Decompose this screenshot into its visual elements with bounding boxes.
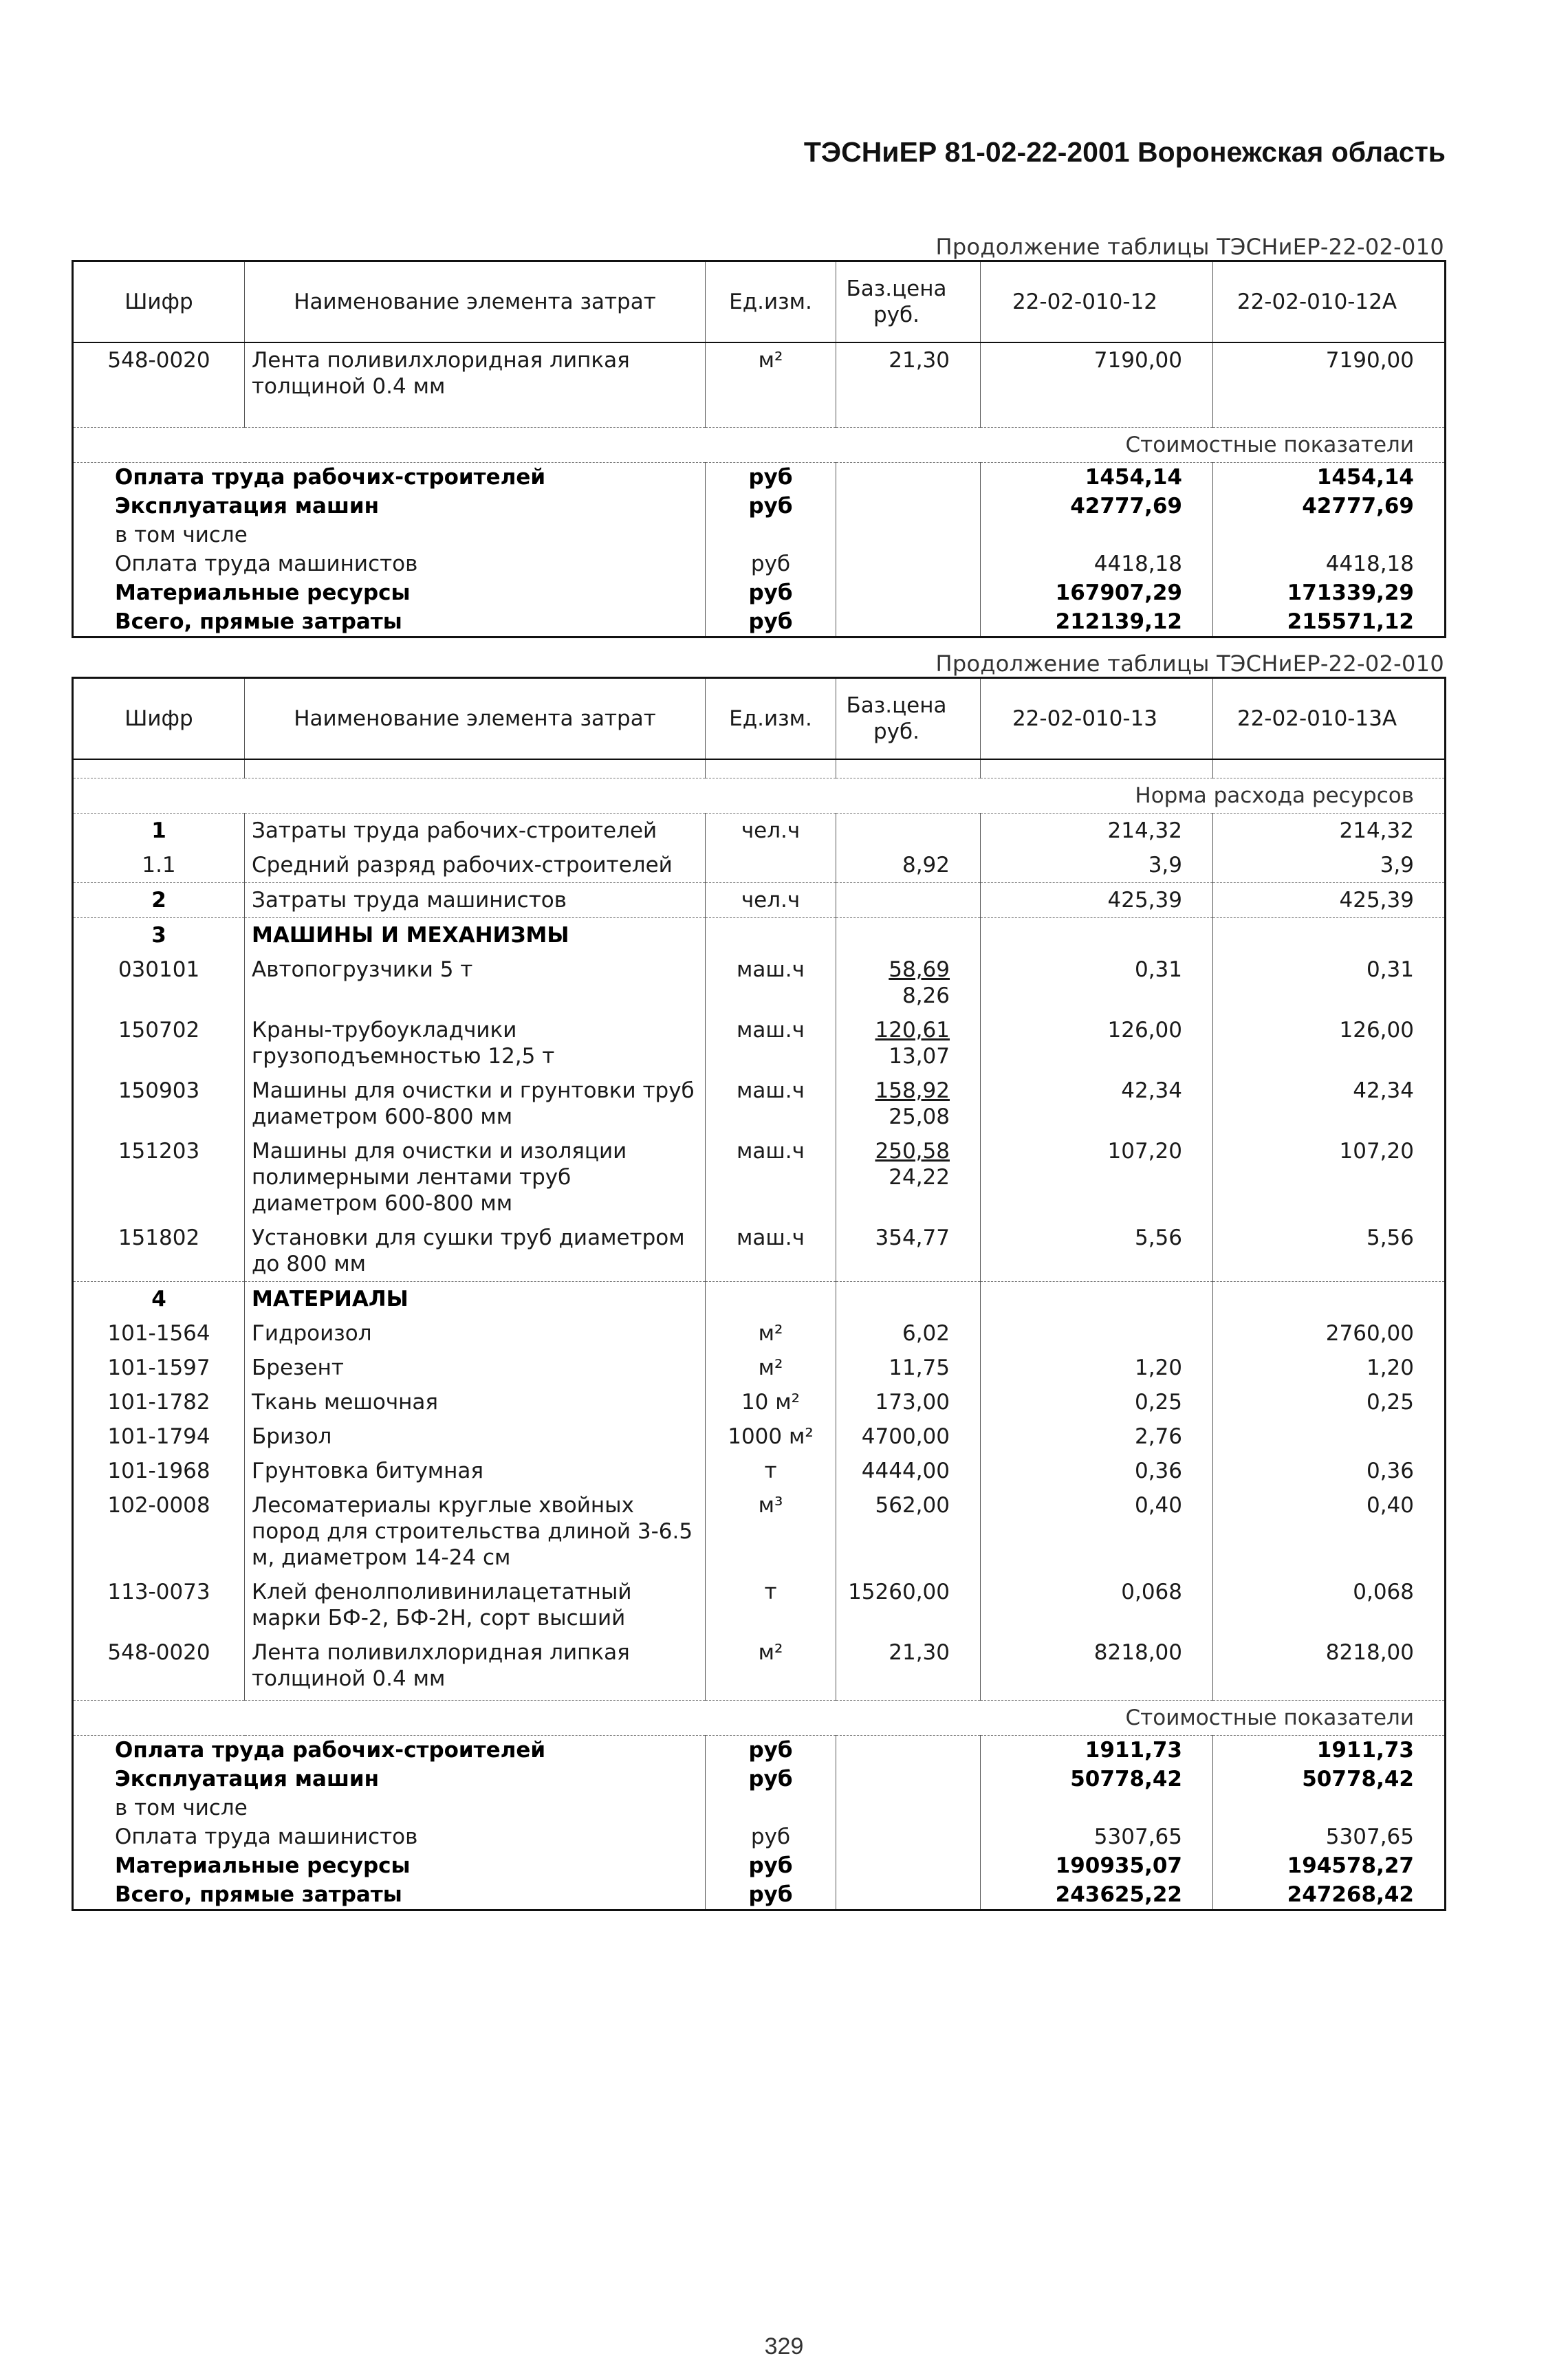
spacer-cell [245,759,706,778]
row-price [836,1419,981,1454]
summary-empty [836,1880,981,1910]
summary-unit: руб [706,1851,836,1880]
column-header: Баз.цена руб. [836,678,981,760]
row-unit: м² [706,1316,836,1351]
spacer-row [73,404,1446,428]
row-price [836,1488,981,1575]
summary-row [73,521,1446,549]
row-unit: маш.ч [706,1013,836,1073]
row-code: 101-1782 [73,1385,245,1419]
row-name: Машины для очистки и изоляции полимерными лентами труб диаметром 600-800 мм [245,1134,706,1221]
row-unit: м² [706,342,836,404]
row-unit: т [706,1575,836,1635]
summary-row [73,1794,1446,1822]
row-unit [706,918,836,953]
summary-value-1: 42777,69 [981,492,1213,521]
summary-empty [836,549,981,578]
row-unit: чел.ч [706,883,836,918]
row-code: 150702 [73,1013,245,1073]
table-row [73,1221,1446,1282]
row-code: 2 [73,883,245,918]
summary-value-2: 247268,42 [1213,1880,1446,1910]
row-value-1: 0,40 [981,1488,1213,1575]
summary-row [73,1851,1446,1880]
spacer-cell [1213,759,1446,778]
summary-value-2: 215571,12 [1213,607,1446,637]
summary-label: Всего, прямые затраты [115,609,402,634]
row-price [836,1073,981,1134]
summary-empty [836,578,981,607]
summary-unit: руб [706,1765,836,1794]
machinist-price-value: 24,22 [889,1165,950,1190]
summary-label: Эксплуатация машин [115,494,380,519]
column-header: Наименование элемента затрат [245,678,706,760]
row-code: 548-0020 [73,342,245,404]
section-band-label: Стоимостные показатели [73,428,1446,463]
section-band [73,1701,1446,1736]
summary-value-2: 171339,29 [1213,578,1446,607]
spacer-cell [981,759,1213,778]
row-value-2 [1213,918,1446,953]
row-name: Средний разряд рабочих-строителей [245,848,706,883]
row-code: 101-1597 [73,1351,245,1385]
table-row [73,1073,1446,1134]
row-price [836,1575,981,1635]
spacer-cell [706,404,836,428]
row-name: Краны-трубоукладчики грузоподъемностью 12,5 т [245,1013,706,1073]
table-row [73,1013,1446,1073]
row-value-1: 7190,00 [981,342,1213,404]
row-name: Грунтовка битумная [245,1454,706,1488]
row-unit: 10 м² [706,1385,836,1419]
price-value: 250,58 [875,1139,950,1164]
row-value-2: 8218,00 [1213,1635,1446,1696]
row-price [836,1635,981,1696]
row-value-1: 0,25 [981,1385,1213,1419]
page-number: 329 [764,2333,804,2359]
summary-label: в том числе [115,523,248,547]
row-value-1: 42,34 [981,1073,1213,1134]
row-value-2: 425,39 [1213,883,1446,918]
row-unit: маш.ч [706,952,836,1013]
summary-value-1: 212139,12 [981,607,1213,637]
price-value: 562,00 [875,1493,950,1518]
table-row [73,1385,1446,1419]
summary-value-2: 1454,14 [1213,463,1446,492]
machinist-price-value: 25,08 [889,1104,950,1129]
price-value: 15260,00 [848,1580,950,1604]
row-value-2: 0,25 [1213,1385,1446,1419]
row-name: Лесоматериалы круглые хвойных пород для строительства длиной 3-6.5 м, диаметром 14-24 см [245,1488,706,1575]
summary-unit: руб [706,578,836,607]
row-unit: маш.ч [706,1134,836,1221]
row-unit [706,1282,836,1317]
table-row [73,848,1446,883]
summary-label: Оплата труда рабочих-строителей [115,1738,546,1763]
row-code: 113-0073 [73,1575,245,1635]
summary-value-2: 194578,27 [1213,1851,1446,1880]
row-price [836,1316,981,1351]
table-row [73,1488,1446,1575]
row-name: Ткань мешочная [245,1385,706,1419]
summary-value-1: 1911,73 [981,1736,1213,1765]
summary-value-1: 190935,07 [981,1851,1213,1880]
row-code: 3 [73,918,245,953]
header-row [73,678,1446,760]
row-unit: маш.ч [706,1073,836,1134]
table-row [73,814,1446,849]
price-value: 173,00 [875,1390,950,1415]
summary-value-1: 4418,18 [981,549,1213,578]
table2 [72,677,1446,1911]
summary-row [73,492,1446,521]
column-header: Наименование элемента затрат [245,261,706,343]
price-value: 4444,00 [861,1459,950,1483]
row-value-2: 107,20 [1213,1134,1446,1221]
row-value-2: 5,56 [1213,1221,1446,1282]
price-value: 6,02 [902,1321,950,1346]
table-row [73,918,1446,953]
section-band-label: Стоимостные показатели [73,1701,1446,1736]
summary-row [73,549,1446,578]
summary-empty [836,521,981,549]
summary-empty [836,1765,981,1794]
table-row [73,1316,1446,1351]
summary-value-2: 42777,69 [1213,492,1446,521]
table-row [73,1575,1446,1635]
table1-caption: Продолжение таблицы ТЭСНиЕР-22-02-010 [935,234,1444,260]
summary-unit: руб [706,1736,836,1765]
price-value: 158,92 [875,1078,950,1103]
table-row [73,1351,1446,1385]
summary-value-1: 1454,14 [981,463,1213,492]
row-name: Гидроизол [245,1316,706,1351]
row-value-2: 0,40 [1213,1488,1446,1575]
row-unit: м² [706,1351,836,1385]
row-name: Автопогрузчики 5 т [245,952,706,1013]
row-price [836,918,981,953]
summary-value-1: 50778,42 [981,1765,1213,1794]
row-price [836,342,981,404]
row-value-1: 0,31 [981,952,1213,1013]
row-unit: чел.ч [706,814,836,849]
spacer-row [73,759,1446,778]
table-row [73,1454,1446,1488]
row-price [836,1013,981,1073]
price-value: 354,77 [875,1225,950,1250]
table1 [72,260,1446,638]
spacer-cell [836,759,981,778]
row-value-1: 1,20 [981,1351,1213,1385]
summary-unit: руб [706,549,836,578]
row-unit: маш.ч [706,1221,836,1282]
summary-unit: руб [706,1880,836,1910]
row-value-1: 0,068 [981,1575,1213,1635]
summary-value-2: 5307,65 [1213,1822,1446,1851]
row-unit [706,848,836,883]
spacer-cell [73,759,245,778]
row-value-2: 0,36 [1213,1454,1446,1488]
row-unit: т [706,1454,836,1488]
row-value-1 [981,1316,1213,1351]
row-code: 1 [73,814,245,849]
summary-label: Всего, прямые затраты [115,1882,402,1907]
row-value-2: 126,00 [1213,1013,1446,1073]
price-value: 4700,00 [861,1424,950,1449]
price-value: 58,69 [889,957,950,982]
summary-empty [836,463,981,492]
column-header: 22-02-010-13А [1213,678,1446,760]
summary-value-1 [981,521,1213,549]
row-name: Установки для сушки труб диаметром до 800 мм [245,1221,706,1282]
row-code: 101-1968 [73,1454,245,1488]
row-value-2: 0,068 [1213,1575,1446,1635]
summary-value-2: 4418,18 [1213,549,1446,578]
price-value: 120,61 [875,1018,950,1043]
summary-value-2 [1213,1794,1446,1822]
row-value-1: 107,20 [981,1134,1213,1221]
row-code: 1.1 [73,848,245,883]
summary-label: Оплата труда машинистов [115,1824,418,1849]
price-value: 21,30 [889,1640,950,1665]
table-row [73,1419,1446,1454]
summary-empty [836,1736,981,1765]
row-unit: 1000 м² [706,1419,836,1454]
row-value-2 [1213,1419,1446,1454]
row-price [836,1134,981,1221]
summary-value-1: 243625,22 [981,1880,1213,1910]
row-price [836,952,981,1013]
spacer-cell [981,404,1213,428]
row-code: 101-1794 [73,1419,245,1454]
row-value-2: 214,32 [1213,814,1446,849]
summary-empty [836,492,981,521]
summary-value-2: 1911,73 [1213,1736,1446,1765]
column-header: Шифр [73,261,245,343]
summary-row [73,1880,1446,1910]
row-value-1: 425,39 [981,883,1213,918]
row-code: 101-1564 [73,1316,245,1351]
document-header: ТЭСНиЕР 81-02-22-2001 Воронежская область [803,136,1446,168]
summary-value-1 [981,1794,1213,1822]
column-header: Ед.изм. [706,261,836,343]
summary-unit [706,521,836,549]
summary-row [73,1736,1446,1765]
row-value-2: 2760,00 [1213,1316,1446,1351]
table-row [73,1635,1446,1696]
section-band [73,778,1446,814]
row-name: Бризол [245,1419,706,1454]
row-value-2: 42,34 [1213,1073,1446,1134]
row-value-1: 0,36 [981,1454,1213,1488]
machinist-price-value: 8,26 [902,983,950,1008]
summary-value-1: 5307,65 [981,1822,1213,1851]
row-name: Затраты труда рабочих-строителей [245,814,706,849]
summary-empty [836,1794,981,1822]
spacer-cell [836,404,981,428]
summary-unit: руб [706,492,836,521]
row-code: 4 [73,1282,245,1317]
row-code: 030101 [73,952,245,1013]
row-value-2: 7190,00 [1213,342,1446,404]
summary-unit: руб [706,463,836,492]
row-price [836,1282,981,1317]
summary-empty [836,1851,981,1880]
spacer-cell [706,759,836,778]
row-value-1: 5,56 [981,1221,1213,1282]
row-value-1: 2,76 [981,1419,1213,1454]
table-row [73,342,1446,404]
row-value-1: 3,9 [981,848,1213,883]
row-name: Лента поливилхлоридная липкая толщиной 0.4 мм [245,342,706,404]
row-code: 150903 [73,1073,245,1134]
row-value-2: 0,31 [1213,952,1446,1013]
row-name: Лента поливилхлоридная липкая толщиной 0.4 мм [245,1635,706,1696]
summary-value-2 [1213,521,1446,549]
summary-value-2: 50778,42 [1213,1765,1446,1794]
price-value: 8,92 [902,853,950,878]
column-header: 22-02-010-12А [1213,261,1446,343]
row-code: 102-0008 [73,1488,245,1575]
summary-empty [836,1822,981,1851]
row-code: 151802 [73,1221,245,1282]
section-band-label: Норма расхода ресурсов [73,778,1446,814]
row-unit: м² [706,1635,836,1696]
column-header: Ед.изм. [706,678,836,760]
row-value-1: 8218,00 [981,1635,1213,1696]
row-price [836,1385,981,1419]
summary-unit: руб [706,1822,836,1851]
summary-empty [836,607,981,637]
table-row [73,1282,1446,1317]
row-code: 151203 [73,1134,245,1221]
summary-row [73,1765,1446,1794]
row-value-2: 3,9 [1213,848,1446,883]
row-value-1 [981,918,1213,953]
row-price [836,1221,981,1282]
summary-row [73,607,1446,637]
row-name: МАШИНЫ И МЕХАНИЗМЫ [245,918,706,953]
summary-value-1: 167907,29 [981,578,1213,607]
row-unit: м³ [706,1488,836,1575]
spacer-cell [245,404,706,428]
row-value-1: 126,00 [981,1013,1213,1073]
row-name: МАТЕРИАЛЫ [245,1282,706,1317]
summary-label: Оплата труда машинистов [115,552,418,576]
row-name: Клей фенолполивинилацетатный марки БФ-2, БФ-2Н, сорт высший [245,1575,706,1635]
price-value: 21,30 [889,348,950,373]
section-band [73,428,1446,463]
summary-unit: руб [706,607,836,637]
row-code: 548-0020 [73,1635,245,1696]
table-row [73,952,1446,1013]
machinist-price-value: 13,07 [889,1044,950,1069]
summary-label: Эксплуатация машин [115,1767,380,1791]
column-header: 22-02-010-13 [981,678,1213,760]
row-price [836,1351,981,1385]
row-value-2 [1213,1282,1446,1317]
column-header: Баз.цена руб. [836,261,981,343]
price-value: 11,75 [889,1355,950,1380]
row-value-1: 214,32 [981,814,1213,849]
summary-unit [706,1794,836,1822]
column-header: Шифр [73,678,245,760]
header-row [73,261,1446,343]
row-price [836,1454,981,1488]
summary-label: Материальные ресурсы [115,1853,411,1878]
summary-label: в том числе [115,1796,248,1820]
spacer-cell [73,404,245,428]
summary-label: Материальные ресурсы [115,580,411,605]
column-header: 22-02-010-12 [981,261,1213,343]
row-price [836,814,981,849]
summary-row [73,578,1446,607]
row-name: Брезент [245,1351,706,1385]
summary-row [73,1822,1446,1851]
row-value-1 [981,1282,1213,1317]
summary-row [73,463,1446,492]
row-name: Машины для очистки и грунтовки труб диаметром 600-800 мм [245,1073,706,1134]
row-price [836,848,981,883]
row-name: Затраты труда машинистов [245,883,706,918]
row-price [836,883,981,918]
summary-label: Оплата труда рабочих-строителей [115,465,546,490]
row-value-2: 1,20 [1213,1351,1446,1385]
table2-caption: Продолжение таблицы ТЭСНиЕР-22-02-010 [935,651,1444,677]
spacer-cell [1213,404,1446,428]
table-row [73,1134,1446,1221]
table-row [73,883,1446,918]
